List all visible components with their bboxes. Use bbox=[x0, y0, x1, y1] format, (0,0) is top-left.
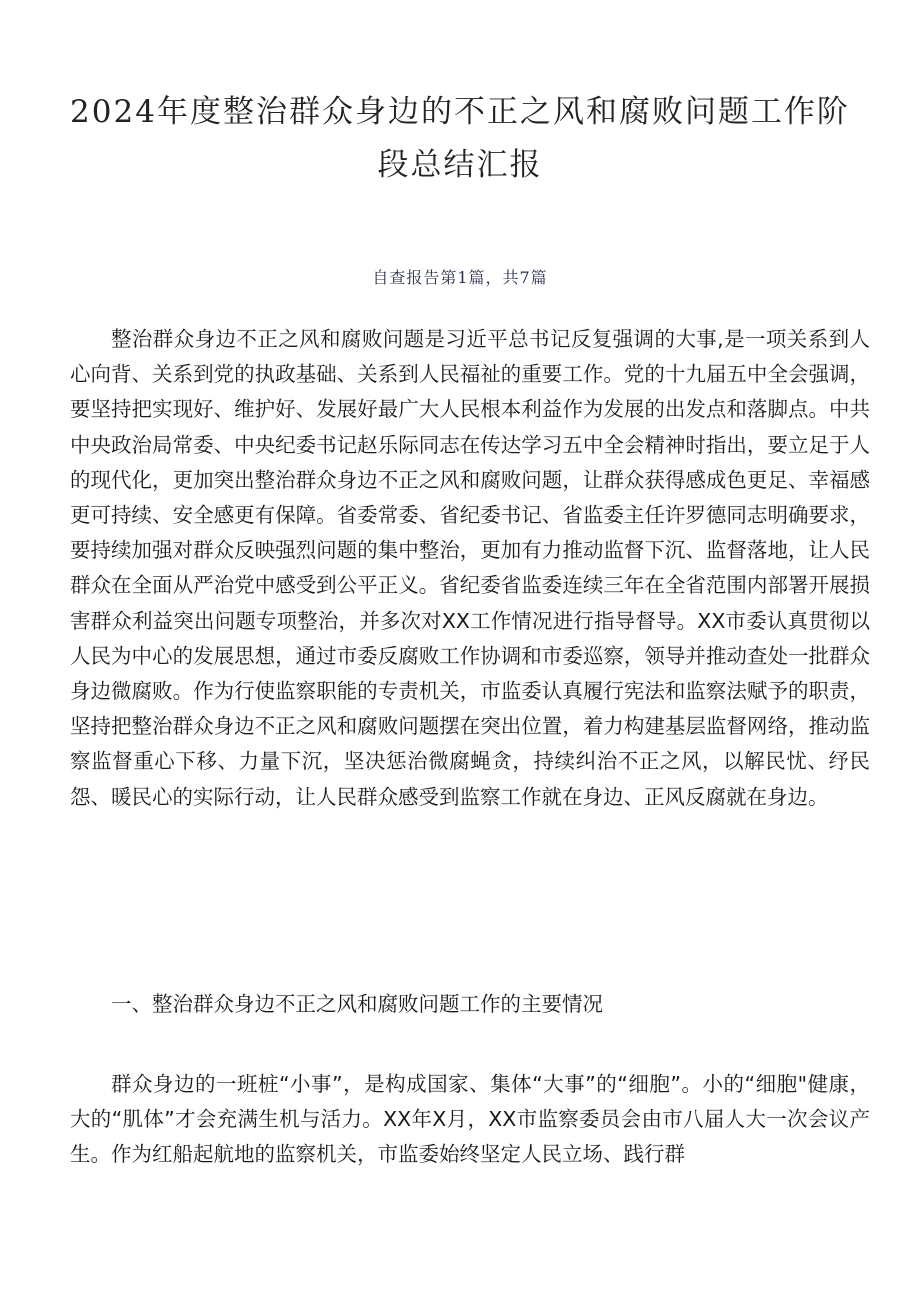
section-heading-1: 一、整治群众身边不正之风和腐败问题工作的主要情况 bbox=[111, 992, 603, 1016]
paragraph-intro: 整治群众身边不正之风和腐败问题是习近平总书记反复强调的大事,是一项关系到人心向背、关系到党的执政基础、关系到人民福祉的重要工作。党的十九届五中全会强调，要坚持把实现好、维护好、发展好最广大人民根本利益作为发展的出发点和落脚点。中共中央政治局常委、中央纪委书记赵乐际同志在传达学习五中全会精神时指出，要立足于人的现代化，更加突出整治群众身边不正之风和腐败问题，让群众获得感成色更足、幸福感更可持续、安全感更有保障。省委常委、省纪委书记、省监委主任许罗德同志明确要求，要持续加强对群众反映强烈问题的集中整治，更加有力推动监督下沉、监督落地，让人民群众在全面从严治党中感受到公平正义。省纪委省监委连续三年在全省范围内部署开展损害群众利益突出问题专项整治，并多次对XX工作情况进行指导督导。XX市委认真贯彻以人民为中心的发展思想，通过市委反腐败工作协调和市委巡察，领导并推动查处一批群众身边微腐败。作为行使监察职能的专责机关，市监委认真履行宪法和监察法赋予的职责，坚持把整治群众身边不正之风和腐败问题摆在突出位置，着力构建基层监督网络，推动监察监督重心下移、力量下沉，坚决惩治微腐蝇贪，持续纠治不正之风，以解民忧、纾民怨、暖民心的实际行动，让人民群众感受到监察工作就在身边、正风反腐就在身边。 bbox=[70, 327, 870, 809]
document-title: 2024年度整治群众身边的不正之风和腐败问题工作阶段总结汇报 bbox=[70, 94, 850, 183]
paragraph-section-1: 群众身边的一班桩“小事”，是构成国家、集体“大事”的“细胞”。小的“细胞"健康，大的“肌体”才会充满生机与活力。XX年X月，XX市监察委员会由市八届人大一次会议产生。作为红船起航地的监察机关，市监委始终坚定人民立场、践行群 bbox=[70, 1072, 870, 1167]
document-subtitle: 自查报告第1篇，共7篇 bbox=[372, 268, 548, 287]
